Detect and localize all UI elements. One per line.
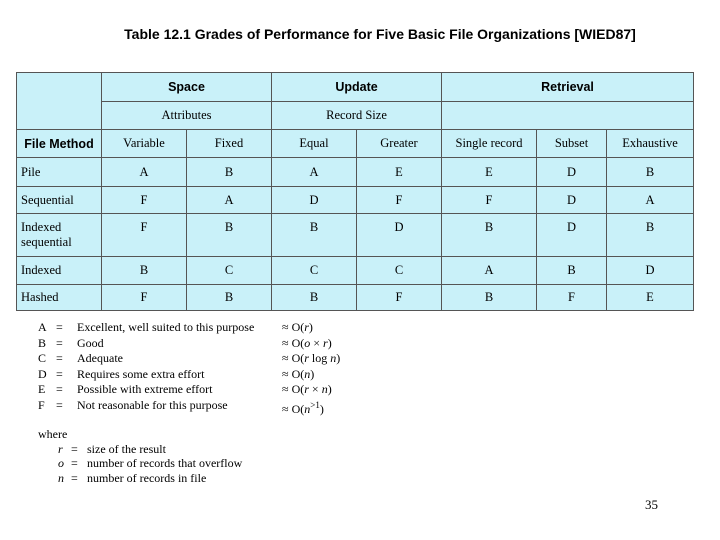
sub-header-retrieval-blank bbox=[442, 102, 694, 130]
legend-complexity: ≈ O(r × n) bbox=[282, 382, 332, 396]
legend-complexity: ≈ $O(n^{>1})$ bbox=[282, 399, 324, 416]
sub-header-attributes: Attributes bbox=[102, 102, 272, 130]
legend-equals: = bbox=[56, 397, 63, 412]
row-method-label: Indexed bbox=[17, 257, 102, 285]
table-body bbox=[17, 158, 694, 311]
grade-cell: B bbox=[272, 285, 357, 311]
legend-description: Possible with extreme effort bbox=[77, 382, 213, 396]
variable-row bbox=[38, 441, 166, 457]
table-group-header-row bbox=[17, 73, 694, 102]
grade-cell: F bbox=[102, 187, 187, 214]
legend-complexity: ≈ O(n) bbox=[282, 366, 315, 381]
column-header-variable: Variable bbox=[102, 130, 187, 158]
legend-letter: A bbox=[38, 320, 47, 334]
grade-cell: A bbox=[272, 158, 357, 187]
legend-letter: F bbox=[38, 397, 45, 412]
legend-description: Adequate bbox=[77, 351, 123, 365]
variable-symbol: o bbox=[58, 456, 64, 470]
variable-description: size of the result bbox=[87, 441, 166, 456]
grade-cell: D bbox=[537, 214, 607, 257]
legend-letter: E bbox=[38, 382, 46, 396]
grade-cell: B bbox=[442, 285, 537, 311]
grade-cell: D bbox=[357, 214, 442, 257]
row-method-line: Indexed bbox=[21, 220, 62, 234]
legend-letter: C bbox=[38, 351, 47, 365]
grade-cell: E bbox=[442, 158, 537, 187]
grade-cell: D bbox=[272, 187, 357, 214]
variable-equals: = bbox=[71, 456, 78, 470]
grade-cell: B bbox=[187, 214, 272, 257]
grade-cell: B bbox=[102, 257, 187, 285]
grade-cell: E bbox=[607, 285, 694, 311]
variable-definitions bbox=[38, 427, 243, 485]
grade-cell: B bbox=[187, 158, 272, 187]
grade-cell: C bbox=[187, 257, 272, 285]
grade-cell: D bbox=[537, 187, 607, 214]
variable-row bbox=[38, 470, 207, 486]
legend-equals: = bbox=[56, 366, 63, 381]
table-row bbox=[17, 187, 694, 214]
column-header-single-record: Single record bbox=[442, 130, 537, 158]
grade-cell: B bbox=[442, 214, 537, 257]
grade-cell: A bbox=[442, 257, 537, 285]
legend-letter: D bbox=[38, 366, 47, 381]
column-header-equal: Equal bbox=[272, 130, 357, 158]
table-title: Table 12.1 Grades of Performance for Five Basic File Organizations [WIED87] bbox=[124, 26, 636, 42]
row-method-label: Sequential bbox=[17, 187, 102, 214]
grade-cell: F bbox=[102, 285, 187, 311]
variable-symbol: n bbox=[58, 470, 64, 485]
legend-complexity: ≈ O(r) bbox=[282, 320, 313, 334]
grade-cell: D bbox=[607, 257, 694, 285]
variable-description: number of records in file bbox=[87, 470, 207, 485]
grade-cell: F bbox=[537, 285, 607, 311]
grade-cell: B bbox=[607, 158, 694, 187]
grade-cell: C bbox=[272, 257, 357, 285]
legend-complexity: ≈ O(r log n) bbox=[282, 351, 341, 365]
table-row bbox=[17, 285, 694, 311]
variable-description: number of records that overflow bbox=[87, 456, 243, 470]
column-header-exhaustive: Exhaustive bbox=[607, 130, 694, 158]
group-header-retrieval: Retrieval bbox=[442, 73, 694, 102]
table-row bbox=[17, 257, 694, 285]
legend-letter: B bbox=[38, 335, 47, 350]
legend-complexity: ≈ O(o × r) bbox=[282, 335, 332, 350]
grade-cell: F bbox=[357, 187, 442, 214]
column-header-greater: Greater bbox=[357, 130, 442, 158]
legend-equals: = bbox=[56, 320, 63, 334]
column-header-file-method: File Method bbox=[17, 130, 102, 158]
table-corner-cell bbox=[17, 73, 102, 130]
row-method-label: Pile bbox=[17, 158, 102, 187]
table-sub-header-row bbox=[17, 102, 694, 130]
grade-cell: B bbox=[187, 285, 272, 311]
row-method-line: sequential bbox=[21, 235, 72, 249]
variable-equals: = bbox=[71, 441, 78, 456]
grade-cell: B bbox=[607, 214, 694, 257]
grade-cell: E bbox=[357, 158, 442, 187]
grade-cell: C bbox=[357, 257, 442, 285]
legend-description: Excellent, well suited to this purpose bbox=[77, 320, 255, 334]
grade-cell: D bbox=[537, 158, 607, 187]
legend-equals: = bbox=[56, 351, 63, 365]
row-method-label: Hashed bbox=[17, 285, 102, 311]
sub-header-record-size: Record Size bbox=[272, 102, 442, 130]
table-column-header-row bbox=[17, 130, 694, 158]
grades-table bbox=[16, 72, 694, 311]
grade-cell: A bbox=[607, 187, 694, 214]
grade-cell: B bbox=[537, 257, 607, 285]
column-header-fixed: Fixed bbox=[187, 130, 272, 158]
where-label: where bbox=[38, 427, 68, 441]
grade-cell: F bbox=[442, 187, 537, 214]
legend-description: Requires some extra effort bbox=[77, 366, 205, 381]
table-row bbox=[17, 158, 694, 187]
page-number: 35 bbox=[645, 497, 658, 512]
legend-equals: = bbox=[56, 335, 63, 350]
legend-equals: = bbox=[56, 382, 63, 396]
group-header-space: Space bbox=[102, 73, 272, 102]
variable-equals: = bbox=[71, 470, 78, 485]
grade-cell: F bbox=[102, 214, 187, 257]
grade-cell: B bbox=[272, 214, 357, 257]
group-header-update: Update bbox=[272, 73, 442, 102]
legend-description: Not reasonable for this purpose bbox=[77, 397, 228, 412]
legend-description: Good bbox=[77, 335, 104, 350]
row-method-label bbox=[17, 214, 102, 257]
column-header-subset: Subset bbox=[537, 130, 607, 158]
grade-cell: A bbox=[102, 158, 187, 187]
variable-symbol: r bbox=[58, 441, 63, 456]
variable-row bbox=[38, 456, 243, 471]
grade-cell: F bbox=[357, 285, 442, 311]
table-row bbox=[17, 214, 694, 257]
grade-cell: A bbox=[187, 187, 272, 214]
